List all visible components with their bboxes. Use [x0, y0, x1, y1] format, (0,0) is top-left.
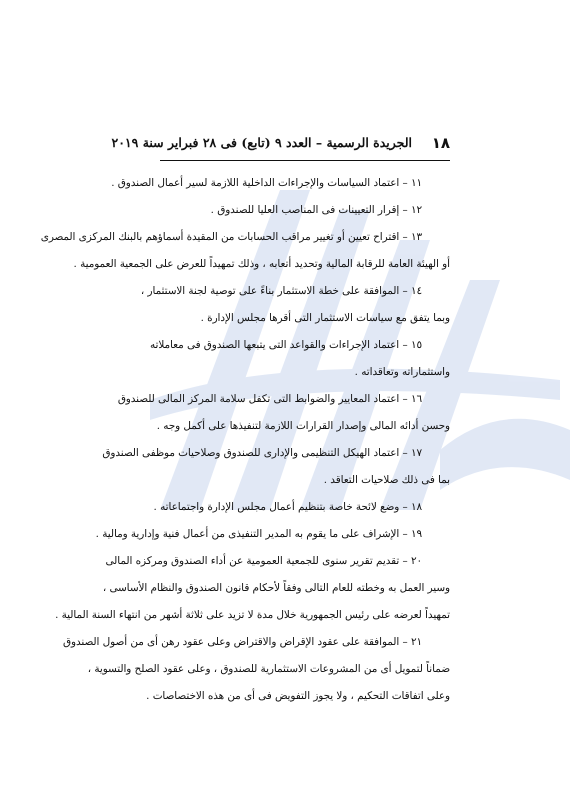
- text-line: ١١ – اعتماد السياسات والإجراءات الداخلية اللازمة لسير أعمال الصندوق .: [111, 177, 422, 189]
- text-line: تمهيداً لعرضه على رئيس الجمهورية خلال مدة لا تزيد على ثلاثة أشهر من انتهاء السنة المالية .: [55, 609, 450, 621]
- page-header: [111, 134, 450, 162]
- text-line: ١٦ – اعتماد المعايير والضوابط التى تكفل سلامة المركز المالى للصندوق: [117, 393, 422, 405]
- page-number: ١٨: [431, 134, 450, 152]
- text-line: ٢٠ – تقديم تقرير سنوى للجمعية العمومية عن أداء الصندوق ومركزه المالى: [105, 555, 422, 567]
- text-line: ١٤ – الموافقة على خطة الاستثمار بناءً على توصية لجنة الاستثمار ،: [140, 285, 422, 297]
- text-line: ١٨ – وضع لائحة خاصة بتنظيم أعمال مجلس الإدارة واجتماعاته .: [153, 501, 422, 513]
- text-line: ١٣ – اقتراح تعيين أو تغيير مراقب الحسابات من المقيدة أسماؤهم بالبنك المركزى المصرى: [40, 231, 422, 243]
- gazette-header-title: الجريدة الرسمية – العدد ٩ (تابع) فى ٢٨ فبراير سنة ٢٠١٩: [111, 135, 412, 150]
- text-line: أو الهيئة العامة للرقابة المالية وتحديد أتعابه ، وذلك تمهيداً للعرض على الجمعية العمومية .: [73, 258, 450, 270]
- text-line: وسير العمل به وخطته للعام التالى وفقاً لأحكام قانون الصندوق والنظام الأساسى ،: [102, 582, 450, 594]
- text-line: ٢١ – الموافقة على عقود الإقراض والاقتراض وعلى عقود رهن أى من أصول الصندوق: [63, 636, 422, 648]
- text-line: ١٩ – الإشراف على ما يقوم به المدير التنفيذى من أعمال فنية وإدارية ومالية .: [95, 528, 422, 540]
- text-line: ١٥ – اعتماد الإجراءات والقواعد التى يتبعها الصندوق فى معاملاته: [150, 339, 422, 351]
- text-line: ضماناً لتمويل أى من المشروعات الاستثمارية للصندوق ، وعلى عقود الصلح والتسوية ،: [87, 663, 450, 675]
- text-line: وبما يتفق مع سياسات الاستثمار التى أقرها مجلس الإدارة .: [200, 312, 450, 324]
- text-line: بما فى ذلك صلاحيات التعاقد .: [323, 474, 450, 486]
- document-body: [40, 170, 450, 710]
- text-line: واستثماراته وتعاقداته .: [354, 366, 450, 378]
- header-divider: [160, 160, 450, 161]
- text-line: وحسن أدائه المالى وإصدار القرارات اللازمة لتنفيذها على أكمل وجه .: [156, 420, 450, 432]
- text-line: ١٧ – اعتماد الهيكل التنظيمى والإدارى للصندوق وصلاحيات موظفى الصندوق: [102, 447, 422, 459]
- text-line: وعلى اتفاقات التحكيم ، ولا يجوز التفويض فى أى من هذه الاختصاصات .: [146, 690, 450, 702]
- text-line: ١٢ – إقرار التعيينات فى المناصب العليا للصندوق .: [210, 204, 422, 216]
